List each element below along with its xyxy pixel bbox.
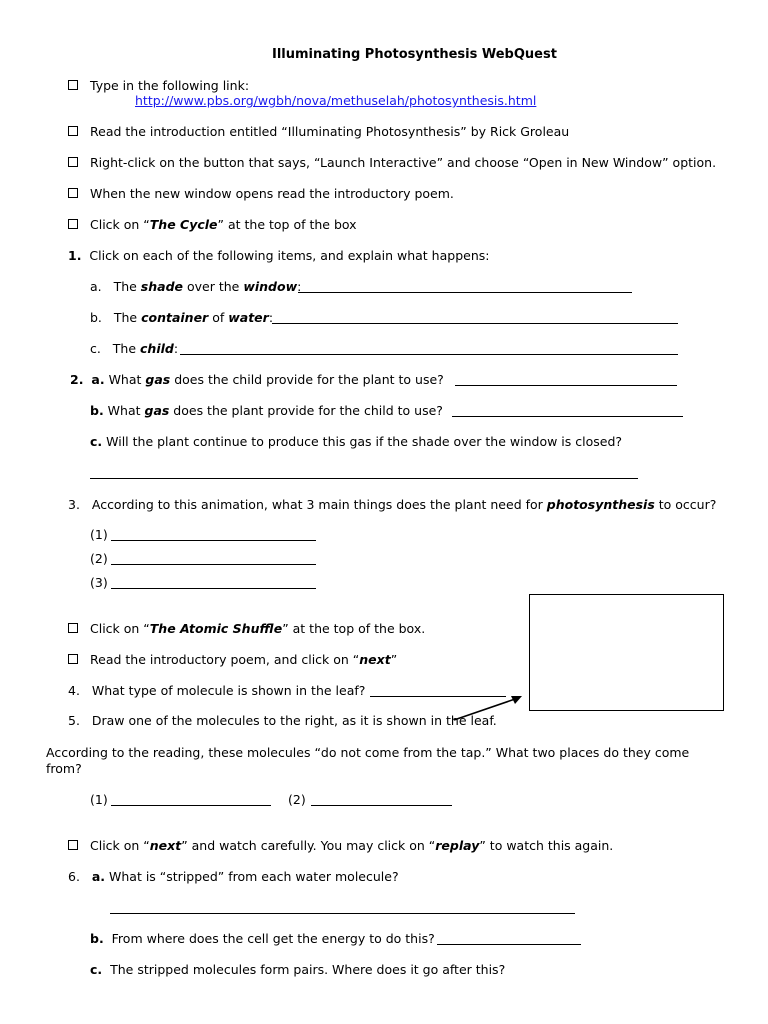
checkbox-icon[interactable] (68, 654, 78, 664)
answer-line-reading-2[interactable] (311, 805, 452, 806)
question-4: 4. What type of molecule is shown in the leaf? (68, 683, 366, 698)
question-2b: b. What gas does the plant provide for the child to use? (90, 403, 443, 418)
answer-line-3-2[interactable] (111, 564, 316, 565)
reading-item-1: (1) (90, 792, 108, 807)
page-title: Illuminating Photosynthesis WebQuest (272, 47, 557, 62)
answer-line-2b[interactable] (452, 416, 683, 417)
question-3-item-1: (1) (90, 527, 108, 542)
answer-line-1c[interactable] (180, 354, 678, 355)
answer-line-3-3[interactable] (111, 588, 316, 589)
question-6b: b. From where does the cell get the energy to do this? (90, 931, 435, 946)
answer-line-reading-1[interactable] (111, 805, 271, 806)
checkbox-icon[interactable] (68, 840, 78, 850)
reading-item-2: (2) (288, 792, 306, 807)
answer-line-2a[interactable] (455, 385, 677, 386)
question-6c: c. The stripped molecules form pairs. Where does it go after this? (90, 962, 506, 977)
photosynthesis-link[interactable]: http://www.pbs.org/wgbh/nova/methuselah/photosynthesis.html (135, 93, 537, 108)
answer-line-3-1[interactable] (111, 540, 316, 541)
reading-question-line-1: According to the reading, these molecules “do not come from the tap.” What two places do they come (46, 745, 690, 760)
question-2a: 2. a. What gas does the child provide for the plant to use? (70, 372, 444, 387)
question-1: 1. Click on each of the following items, and explain what happens: (68, 248, 490, 263)
checkbox-icon[interactable] (68, 80, 78, 90)
answer-line-2c[interactable] (90, 478, 638, 479)
checkbox-icon[interactable] (68, 126, 78, 136)
checkbox-icon[interactable] (68, 623, 78, 633)
checkbox-icon[interactable] (68, 188, 78, 198)
question-6a: 6. a. What is “stripped” from each water molecule? (68, 869, 399, 884)
checkbox-icon[interactable] (68, 219, 78, 229)
checkbox-icon[interactable] (68, 157, 78, 167)
worksheet-page: Illuminating Photosynthesis WebQuest Type in the following link: http://www.pbs.org/wgbh/nova/methuselah/photosynthesis.html Read the introduction entitled “Illuminating Photosynthesis” by Rick Groleau Right-click on the button that says, “Launch Interactive” and choose “Open in New Window” option. When the new window opens read the introductory poem. Click on “The Cycle” at the top of the box 1. Click on each of the following items, and explain what happens: a. The shade over the window: b. The container of water: c. The child: 2. a. What gas does the child provide for the plant to use? b. What gas does the plant provide for the child to use? c. Will the plant continue to produce this gas if the shade over the window is closed? 3. According to this animation, what 3 main things does the plant need for photosynthesis to occur? (1) (2) (3) Click on “The Atomic Shuffle” at the top of the box. Read the introductory poem, and click on “next” 4. What type of molecule is shown in the leaf? 5. Draw one of the molecules to the right, as it is shown in the leaf. According to the reading, these molecules “do not come from the tap.” What two places do they come from? (1) (2) Click on “next” and watch carefully. You may click on “replay” to watch this again. 6. a. What is “stripped” from each water molecule? b. From where does the cell get the energy to do this? c. The stripped molecules form pairs. Where does it go after this? (0, 0, 768, 1024)
answer-line-1b[interactable] (272, 323, 678, 324)
answer-line-1a[interactable] (298, 292, 632, 293)
question-3-item-2: (2) (90, 551, 108, 566)
question-1a: a. The shade over the window: (90, 279, 302, 294)
question-2c: c. Will the plant continue to produce this gas if the shade over the window is closed? (90, 434, 623, 449)
drawing-box[interactable] (529, 594, 724, 711)
question-3: 3. According to this animation, what 3 main things does the plant need for photosynthesis to occur? (68, 497, 717, 512)
question-1b: b. The container of water: (90, 310, 274, 325)
question-5: 5. Draw one of the molecules to the right, as it is shown in the leaf. (68, 713, 497, 728)
answer-line-6a[interactable] (110, 913, 575, 914)
question-3-item-3: (3) (90, 575, 108, 590)
reading-question-line-2: from? (46, 761, 82, 776)
answer-line-6b[interactable] (437, 944, 581, 945)
question-1c: c. The child: (90, 341, 179, 356)
